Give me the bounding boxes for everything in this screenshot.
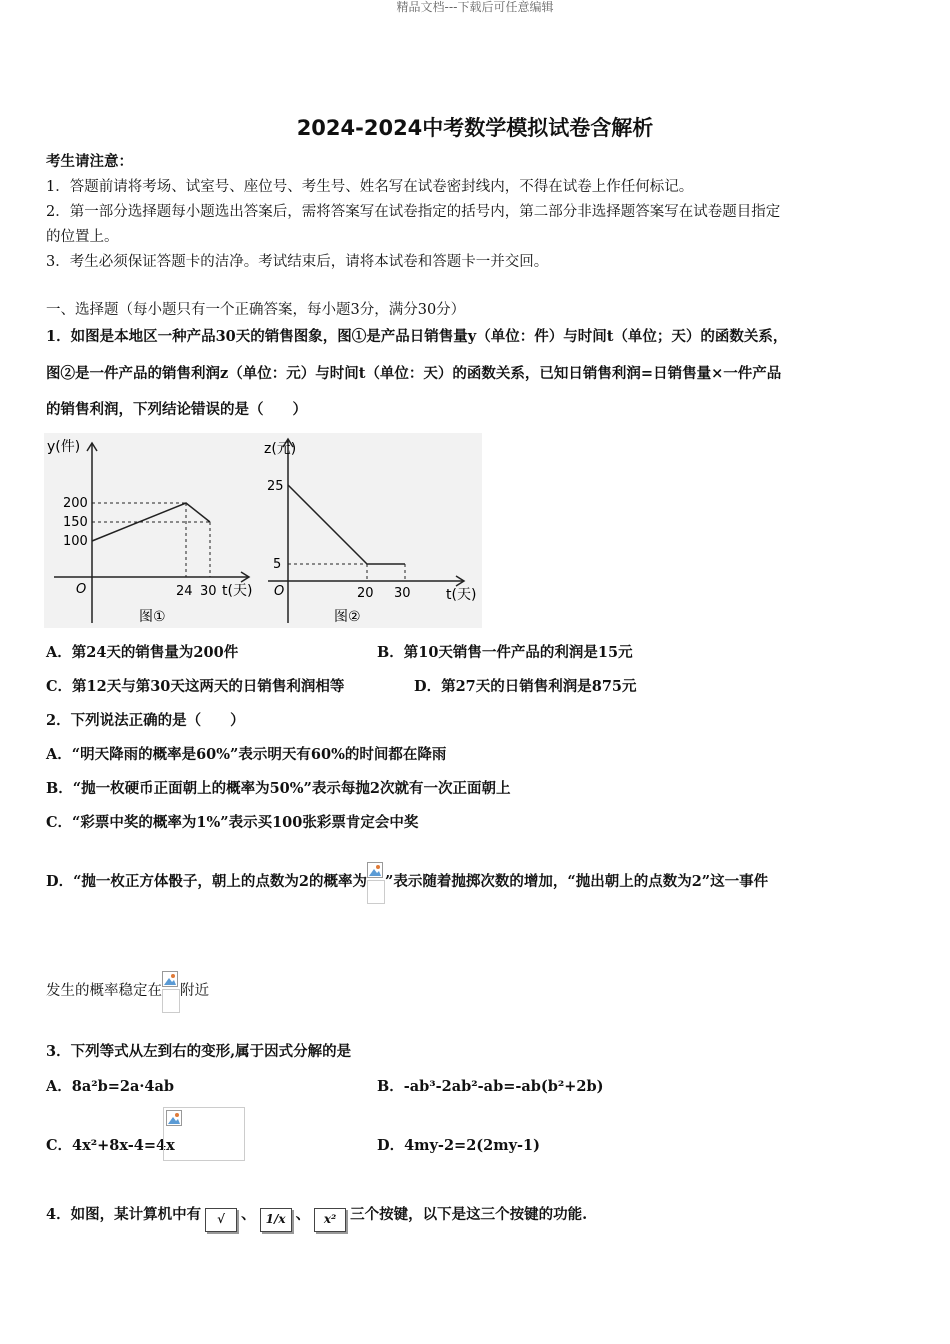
notice-heading: 考生请注意：: [46, 153, 133, 170]
broken-image-icon: [367, 862, 383, 878]
fig2-xtick-30: 30: [394, 586, 411, 601]
fig2-caption: 图②: [334, 609, 361, 625]
q2-option-b: B．“抛一枚硬币正面朝上的概率为50%”表示每抛2次就有一次正面朝上: [46, 780, 511, 797]
q2-option-a: A．“明天降雨的概率是60%”表示明天有60%的时间都在降雨: [46, 746, 447, 763]
q3-option-c-missing-image: [163, 1107, 245, 1161]
fig1-ylabel: y(件): [47, 439, 81, 455]
q3-stem: 3．下列等式从左到右的变形,属于因式分解的是: [46, 1043, 352, 1060]
page-header: 精品文档---下载后可任意编辑: [396, 0, 554, 14]
square-key: x²: [314, 1208, 346, 1232]
fig2-ytick-5: 5: [273, 557, 282, 572]
sqrt-key: √: [205, 1208, 237, 1232]
missing-fraction-image-2: [162, 971, 180, 1009]
notice-item-2b: 的位置上。: [46, 229, 119, 245]
section-heading: 一、选择题（每小题只有一个正确答案，每小题3分，满分30分）: [46, 302, 466, 318]
q1-line-2: 图②是一件产品的销售利润z（单位：元）与时间t（单位：天）的函数关系，已知日销售利润=日销售量×一件产品: [46, 365, 782, 382]
q4-stem-post: 三个按键，以下是这三个按键的功能.: [350, 1206, 588, 1223]
fig1-origin: O: [76, 582, 87, 597]
fig1-xtick-30: 30: [200, 584, 217, 599]
q2-stem: 2．下列说法正确的是（ ）: [46, 712, 245, 729]
q1-line-3: 的销售利润，下列结论错误的是（ ）: [46, 401, 307, 418]
fig2-origin: O: [274, 584, 285, 599]
figure-2-graph: [264, 433, 482, 628]
fig1-ytick-200: 200: [63, 496, 88, 511]
fig2-xtick-20: 20: [357, 586, 374, 601]
fig1-xlabel: t(天): [222, 583, 253, 599]
missing-fraction-image: [367, 862, 385, 900]
fig2-xlabel: t(天): [446, 587, 477, 603]
q2-option-d-line-1: [46, 847, 768, 917]
fig1-caption: 图①: [139, 609, 166, 625]
page-title: 2024-2024中考数学模拟试卷含解析: [296, 116, 654, 140]
broken-image-icon: [166, 1110, 182, 1126]
fig1-ytick-100: 100: [63, 534, 88, 549]
q2-option-c: C．“彩票中奖的概率为1%”表示买100张彩票肯定会中奖: [46, 814, 419, 831]
broken-image-icon: [162, 971, 178, 987]
q1-option-c: C．第12天与第30天这两天的日销售利润相等: [46, 678, 345, 695]
q2-option-d-post: ”表示随着抛掷次数的增加，“抛出朝上的点数为2”这一事件: [385, 873, 769, 890]
fig1-ytick-150: 150: [63, 515, 88, 530]
q1-option-b: B．第10天销售一件产品的利润是15元: [377, 644, 633, 661]
q3-option-b: B．-ab³-2ab²-ab=-ab(b²+2b): [377, 1078, 604, 1095]
q2-option-d-line-2: [46, 956, 209, 1026]
q2-option-d-pre: D．“抛一枚正方体骰子，朝上的点数为2的概率为: [46, 873, 368, 890]
q4-sep-2: 、: [295, 1206, 311, 1223]
notice-item-3: 3．考生必须保证答题卡的洁净。考试结束后，请将本试卷和答题卡一并交回。: [46, 254, 549, 270]
figure-1-graph: [44, 433, 264, 628]
q2-option-d-line2-post: 附近: [180, 983, 209, 999]
q1-option-d: D．第27天的日销售利润是875元: [414, 678, 637, 695]
q4-stem-pre: 4．如图，某计算机中有: [46, 1206, 202, 1223]
q3-option-a: A．8a²b=2a·4ab: [46, 1078, 175, 1095]
fig2-ylabel: z(元): [264, 441, 297, 457]
q3-option-d: D．4my-2=2(2my-1): [377, 1137, 540, 1154]
reciprocal-key: 1/x: [260, 1208, 292, 1232]
notice-item-1: 1．答题前请将考场、试室号、座位号、考生号、姓名写在试卷密封线内，不得在试卷上作任何标记。: [46, 179, 694, 195]
fig2-ytick-25: 25: [267, 479, 284, 494]
fig1-xtick-24: 24: [176, 584, 193, 599]
notice-item-2a: 2．第一部分选择题每小题选出答案后，需将答案写在试卷指定的括号内，第二部分非选择题答案写在试卷题目指定: [46, 204, 781, 220]
q4-stem: [46, 1205, 587, 1232]
q2-option-d-line2-pre: 发生的概率稳定在: [46, 983, 162, 999]
q3-option-c: C．4x²+8x-4=4x: [46, 1137, 175, 1154]
q1-line-1: 1．如图是本地区一种产品30天的销售图象，图①是产品日销售量y（单位：件）与时间t（单位；天）的函数关系，: [46, 328, 788, 345]
q4-sep-1: 、: [241, 1206, 256, 1223]
q1-option-a: A．第24天的销售量为200件: [46, 644, 239, 661]
